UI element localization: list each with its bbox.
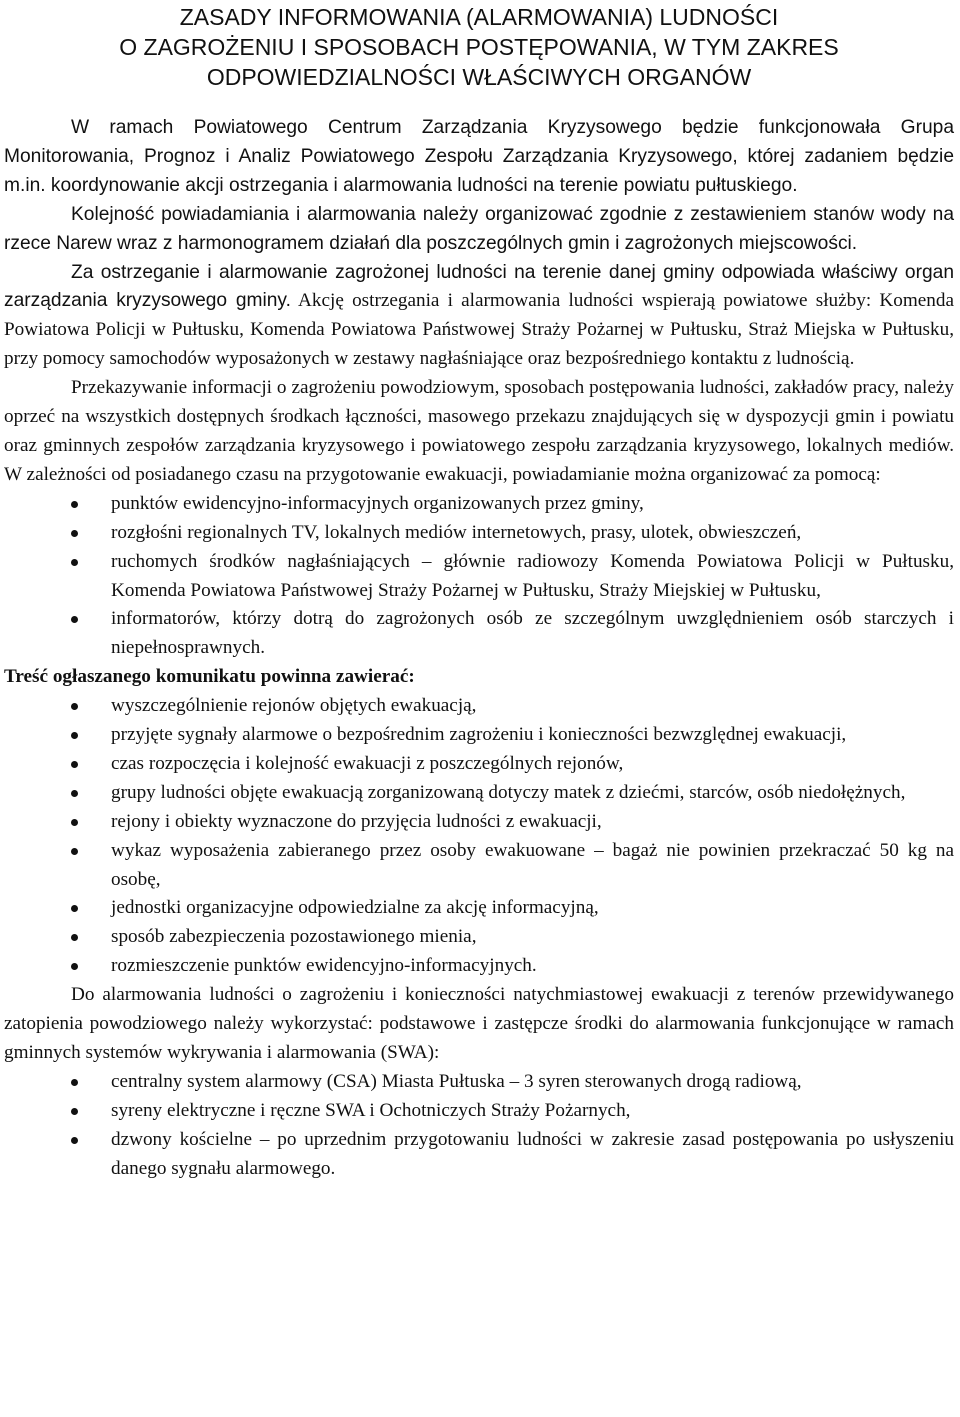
- paragraph-responsibility-part-2: Akcję ostrzegania i alarmowania ludności wspierają powiatowe służby: Komenda Powiatowa Policji w Pułtusku, Komenda Powiatowa Państwowej Straży Pożarnej w Pułtusku, Straż Miejska w Pułtusku, przy pomocy samochodów wyposażonych w zestawy nagłaśniające oraz bezpośredniego kontaktu z ludnością.: [4, 290, 954, 370]
- list-item: punktów ewidencyjno-informacyjnych organizowanych przez gminy,: [4, 490, 954, 519]
- list-item: jednostki organizacyjne odpowiedzialne za akcję informacyjną,: [4, 894, 954, 923]
- paragraph-alarm-means: Do alarmowania ludności o zagrożeniu i konieczności natychmiastowej ewakuacji z terenów przewidywanego zatopienia powodziowego należy wykorzystać: podstawowe i zastępcze środki do alarmowania funkcjonujące w ramach gminnych systemów wykrywania i alarmowania (SWA):: [4, 984, 954, 1063]
- list-item: rozgłośni regionalnych TV, lokalnych mediów internetowych, prasy, ulotek, obwieszczeń,: [4, 519, 954, 548]
- list-item: czas rozpoczęcia i kolejność ewakuacji z poszczególnych rejonów,: [4, 750, 954, 779]
- list-item: syreny elektryczne i ręczne SWA i Ochotniczych Straży Pożarnych,: [4, 1097, 954, 1126]
- list-item: wykaz wyposażenia zabieranego przez osoby ewakuowane – bagaż nie powinien przekraczać 50 kg na osobę,: [4, 837, 954, 895]
- document-title: [4, 2, 954, 92]
- title-line-1: ZASADY INFORMOWANIA (ALARMOWANIA) LUDNOŚCI: [179, 4, 779, 30]
- paragraph-notification-order: Kolejność powiadamiania i alarmowania należy organizować zgodnie z zestawieniem stanów wody na rzece Narew wraz z harmonogramem działań dla poszczególnych gmin i zagrożonych miejscowości.: [4, 203, 954, 254]
- list-item: przyjęte sygnały alarmowe o bezpośrednim zagrożeniu i konieczności bezwzględnej ewakuacji,: [4, 721, 954, 750]
- list-item: sposób zabezpieczenia pozostawionego mienia,: [4, 923, 954, 952]
- list-item: rejony i obiekty wyznaczone do przyjęcia ludności z ewakuacji,: [4, 808, 954, 837]
- list-item: informatorów, którzy dotrą do zagrożonych osób ze szczególnym uwzględnieniem osób starczych i niepełnosprawnych.: [4, 605, 954, 663]
- list-item: dzwony kościelne – po uprzednim przygotowaniu ludności w zakresie zasad postępowania po usłyszeniu danego sygnału alarmowego.: [4, 1126, 954, 1184]
- notification-means-list: [4, 490, 954, 663]
- list-item: wyszczególnienie rejonów objętych ewakuacją,: [4, 692, 954, 721]
- paragraph-responsibility-part-1: Za ostrzeganie i alarmowanie zagrożonej ludności na terenie danej gminy odpowiada właściwy organ zarządzania kryzysowego gminy.: [4, 261, 954, 312]
- list-item: rozmieszczenie punktów ewidencyjno-informacyjnych.: [4, 952, 954, 981]
- paragraph-responsibility: [4, 259, 954, 375]
- title-line-3: ODPOWIEDZIALNOŚCI WŁAŚCIWYCH ORGANÓW: [206, 64, 752, 90]
- title-line-2: O ZAGROŻENIU I SPOSOBACH POSTĘPOWANIA, W TYM ZAKRES: [119, 34, 839, 60]
- announcement-content-list: [4, 692, 954, 981]
- paragraph-information-channels: Przekazywanie informacji o zagrożeniu powodziowym, sposobach postępowania ludności, zakładów pracy, należy oprzeć na wszystkich dostępnych środkach łączności, masowego przekazu znajdujących się w dyspozycji gmin i powiatu oraz gminnych zespołów zarządzania kryzysowego i powiatowego zespołu zarządzania kryzysowego, lokalnych mediów. W zależności od posiadanego czasu na przygotowanie ewakuacji, powiadamianie można organizować za pomocą:: [4, 377, 954, 485]
- alarm-systems-list: [4, 1068, 954, 1184]
- list-item: ruchomych środków nagłaśniających – głównie radiowozy Komenda Powiatowa Policji w Pułtusku, Komenda Powiatowa Państwowej Straży Pożarnej w Pułtusku, Straży Miejskiej w Pułtusku,: [4, 548, 954, 606]
- paragraph-monitoring-group: W ramach Powiatowego Centrum Zarządzania Kryzysowego będzie funkcjonowała Grupa Monitorowania, Prognoz i Analiz Powiatowego Zespołu Zarządzania Kryzysowego, której zadaniem będzie m.in. koordynowanie akcji ostrzegania i alarmowania ludności na terenie powiatu pułtuskiego.: [4, 117, 954, 196]
- announcement-content-heading: Treść ogłaszanego komunikatu powinna zawierać:: [4, 666, 415, 688]
- list-item: grupy ludności objęte ewakuacją zorganizowaną dotyczy matek z dziećmi, starców, osób niedołężnych,: [4, 779, 954, 808]
- list-item: centralny system alarmowy (CSA) Miasta Pułtuska – 3 syren sterowanych drogą radiową,: [4, 1068, 954, 1097]
